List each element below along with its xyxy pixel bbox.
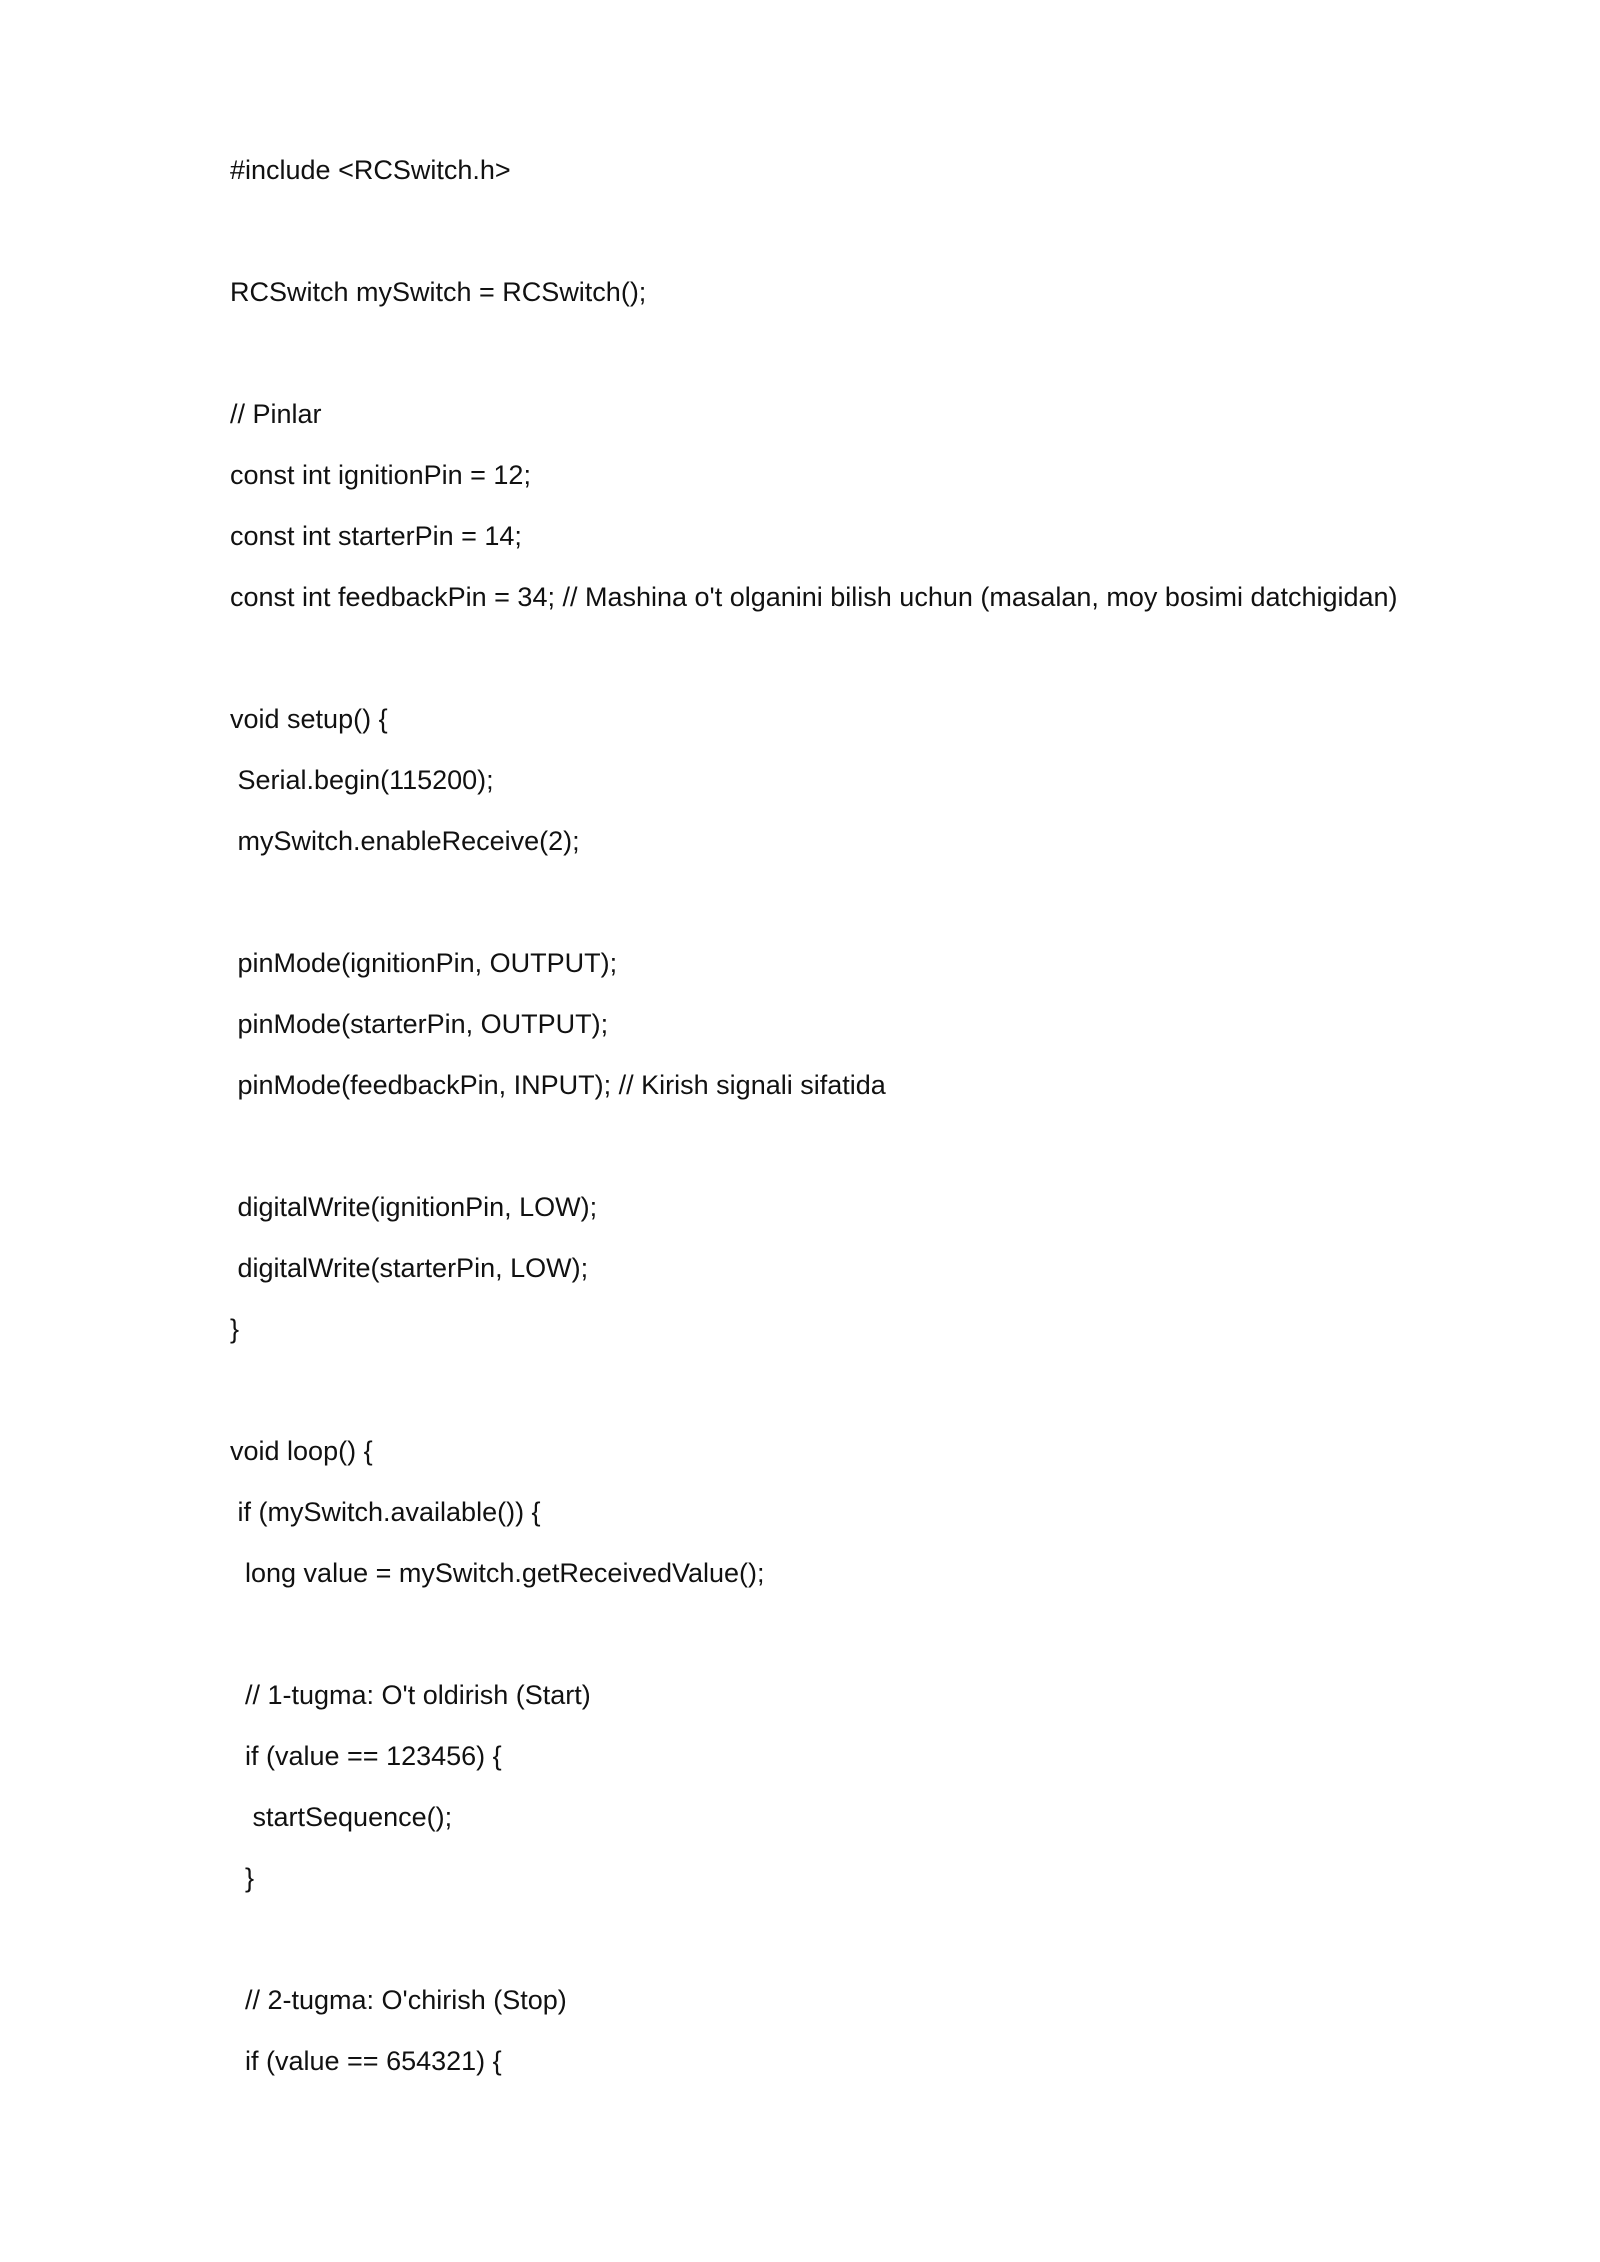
- code-line: const int ignitionPin = 12;: [230, 460, 531, 490]
- code-line: pinMode(starterPin, OUTPUT);: [230, 1009, 609, 1039]
- code-line: startSequence();: [230, 1802, 453, 1832]
- code-line: [230, 1909, 1530, 1970]
- code-line: [230, 323, 1530, 384]
- code-line: }: [230, 1314, 240, 1344]
- code-line: mySwitch.enableReceive(2);: [230, 826, 580, 856]
- code-block: [230, 140, 1530, 2092]
- code-line: digitalWrite(starterPin, LOW);: [230, 1253, 589, 1283]
- code-line: }: [230, 1863, 255, 1893]
- code-line: if (value == 123456) {: [230, 1741, 502, 1771]
- code-line: long value = mySwitch.getReceivedValue();: [230, 1558, 765, 1588]
- code-line: // Pinlar: [230, 399, 322, 429]
- code-line: void loop() {: [230, 1436, 373, 1466]
- code-line: digitalWrite(ignitionPin, LOW);: [230, 1192, 598, 1222]
- code-line: RCSwitch mySwitch = RCSwitch();: [230, 277, 647, 307]
- code-line: const int feedbackPin = 34; // Mashina o't olganini bilish uchun (masalan, moy bosimi datchigidan): [230, 582, 1398, 612]
- code-line: // 2-tugma: O'chirish (Stop): [230, 1985, 567, 2015]
- code-line: [230, 1116, 1530, 1177]
- code-line: void setup() {: [230, 704, 388, 734]
- code-line: pinMode(ignitionPin, OUTPUT);: [230, 948, 618, 978]
- code-line: #include <RCSwitch.h>: [230, 155, 511, 185]
- code-line: pinMode(feedbackPin, INPUT); // Kirish signali sifatida: [230, 1070, 886, 1100]
- code-line: const int starterPin = 14;: [230, 521, 522, 551]
- code-line: Serial.begin(115200);: [230, 765, 494, 795]
- code-line: [230, 1604, 1530, 1665]
- code-line: if (value == 654321) {: [230, 2046, 502, 2076]
- code-line: // 1-tugma: O't oldirish (Start): [230, 1680, 591, 1710]
- code-line: [230, 628, 1530, 689]
- code-line: [230, 1360, 1530, 1421]
- code-line: [230, 872, 1530, 933]
- code-line: [230, 201, 1530, 262]
- code-line: if (mySwitch.available()) {: [230, 1497, 541, 1527]
